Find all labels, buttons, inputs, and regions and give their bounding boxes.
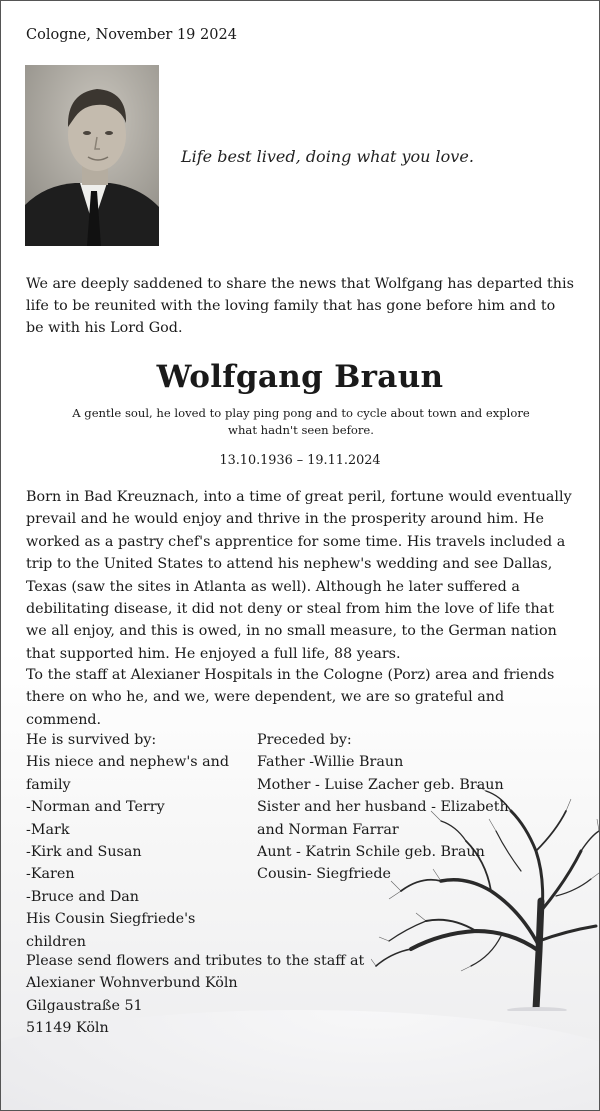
- list-item: Father -Willie Braun: [257, 754, 404, 771]
- list-item: -Mark: [26, 821, 70, 838]
- closing-line: Please send flowers and tributes to the staff at: [26, 953, 365, 969]
- thanks-paragraph: To the staff at Alexianer Hospitals in the Cologne (Porz) area and friends there on who he, and we, were dependent, we are so grateful and commend.: [26, 667, 555, 728]
- subtitle-description: A gentle soul, he loved to play ping pong and to cycle about town and explore what hadn't seen before.: [72, 406, 530, 437]
- list-item: Aunt - Katrin Schile geb. Braun: [257, 844, 485, 861]
- dateline: Cologne, November 19 2024: [26, 27, 237, 43]
- intro-paragraph: We are deeply saddened to share the news that Wolfgang has departed this life to be reunited with the loving family that has gone before him and to be with his Lord God.: [26, 276, 574, 336]
- list-item: His Cousin Siegfriede's children: [26, 911, 196, 950]
- biography-paragraph: Born in Bad Kreuznach, into a time of great peril, fortune would eventually prevail and he would enjoy and thrive in the prosperity around him. He worked as a pastry chef's apprentice for some time. His travels included a trip to the United States to attend his nephew's wedding and see Dallas, Texas (saw the sites in Atlanta as well). Although he later suffered a debilitating disease, it did not deny or steal from him the love of life that we all enjoy, and this is owed, in no small measure, to the German nation that supported him. He enjoyed a full life, 88 years.: [26, 489, 572, 662]
- list-item: -Karen: [26, 866, 75, 883]
- list-item: -Kirk and Susan: [26, 844, 142, 861]
- closing-line: Gilgaustraße 51: [26, 997, 143, 1014]
- tagline-quote: Life best lived, doing what you love.: [181, 147, 474, 166]
- survived-by-heading: He is survived by:: [26, 732, 157, 748]
- list-item: Cousin- Siegfriede: [257, 866, 391, 883]
- deceased-name: Wolfgang Braun: [156, 359, 444, 395]
- list-item: -Bruce and Dan: [26, 888, 140, 905]
- closing-line: 51149 Köln: [26, 1020, 109, 1037]
- list-item: Sister and her husband - Elizabeth and Norman Farrar: [257, 799, 509, 838]
- life-dates: 13.10.1936 – 19.11.2024: [219, 453, 381, 468]
- survived-by-list: [26, 729, 241, 953]
- portrait-photo: [25, 65, 159, 246]
- list-item: Mother - Luise Zacher geb. Braun: [257, 776, 504, 793]
- preceded-by-list: [257, 729, 517, 886]
- closing-address: [26, 950, 426, 1040]
- list-item: -Norman and Terry: [26, 799, 165, 816]
- preceded-by-heading: Preceded by:: [257, 732, 352, 748]
- closing-line: Alexianer Wohnverbund Köln: [26, 975, 238, 992]
- list-item: His niece and nephew's and family: [26, 754, 230, 793]
